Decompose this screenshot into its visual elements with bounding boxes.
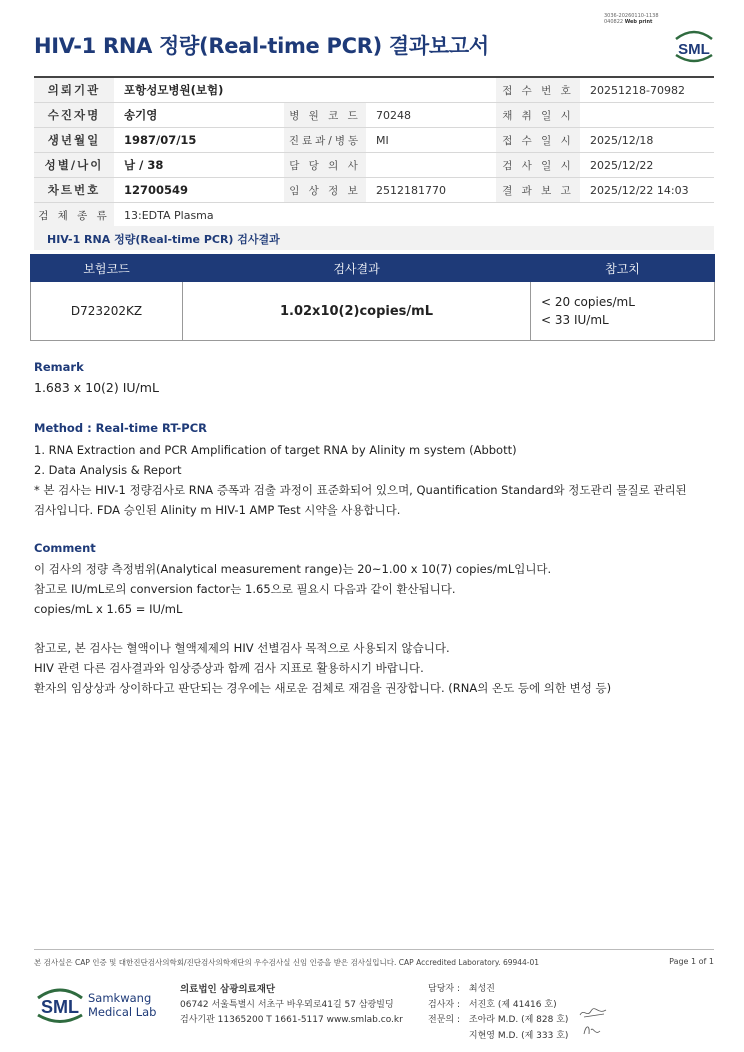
insurance-code: D723202KZ	[31, 282, 183, 341]
staff-list	[428, 982, 568, 1044]
staff-role: 전문의 :	[428, 1015, 460, 1025]
info-label: 채 취 일 시	[496, 103, 580, 128]
staff-row	[428, 982, 568, 998]
document-code-line2: 040822	[604, 19, 624, 25]
comment-line: copies/mL x 1.65 = IU/mL	[34, 602, 183, 616]
info-value: 2025/12/22 14:03	[580, 178, 714, 203]
comment-line: 참고로, 본 검사는 혈액이나 혈액제제의 HIV 선별검사 목적으로 사용되지 않습니다.	[34, 641, 450, 655]
info-value	[284, 77, 366, 103]
info-label: 의뢰기관	[34, 77, 114, 103]
result-section-title: HIV-1 RNA 정량(Real-time PCR) 검사결과	[47, 233, 280, 246]
document-code-line1: 3036-20260110-1138	[604, 13, 659, 19]
staff-row	[428, 998, 568, 1014]
info-row	[34, 103, 714, 128]
comment-title: Comment	[34, 541, 96, 555]
info-label: 결 과 보 고	[496, 178, 580, 203]
signature-1	[578, 1006, 608, 1020]
comment-line: 환자의 임상상과 상이하다고 판단되는 경우에는 새로운 검체로 재검을 권장합니다. (RNA의 온도 등에 의한 변성 등)	[34, 681, 612, 695]
result-header-row	[31, 255, 715, 282]
info-label: 병 원 코 드	[284, 103, 366, 128]
info-label: 성별/나이	[34, 153, 114, 178]
organization-info	[180, 982, 403, 1028]
info-label: 담 당 의 사	[284, 153, 366, 178]
organization-name: 의료법인 삼광의료재단	[180, 984, 276, 995]
footer-divider	[34, 949, 714, 950]
comment-line: 이 검사의 정량 측정범위(Analytical measurement range)는 20~1.00 x 10(7) copies/mL입니다.	[34, 562, 552, 576]
info-label: 차트번호	[34, 178, 114, 203]
info-value: 2025/12/22	[580, 153, 714, 178]
method-line: 검사입니다. FDA 승인된 Alinity m HIV-1 AMP Test 시약을 사용합니다.	[34, 503, 401, 517]
staff-role: 검사자 :	[428, 999, 460, 1010]
samkwang-logo-mark: SML	[41, 997, 79, 1017]
staff-name: 최성진	[468, 984, 495, 994]
info-label: 접 수 일 시	[496, 128, 580, 153]
sml-logo	[672, 25, 716, 63]
reference-iu: < 33 IU/mL	[541, 313, 609, 327]
info-label: 임 상 정 보	[284, 178, 366, 203]
staff-name: 지현영 M.D. (제 333 호)	[468, 1030, 569, 1041]
page-number: Page 1 of 1	[669, 957, 714, 966]
signature-2	[581, 1022, 603, 1038]
result-table	[30, 254, 715, 341]
info-label: 진료과/병동	[284, 128, 366, 153]
remark-text: 1.683 x 10(2) IU/mL	[34, 380, 159, 395]
column-header-reference: 참고치	[531, 255, 715, 282]
method-body	[34, 440, 687, 520]
table-row	[31, 282, 715, 341]
info-row-specimen	[34, 203, 714, 228]
info-label: 접 수 번 호	[496, 77, 580, 103]
info-label: 생년월일	[34, 128, 114, 153]
column-header-result: 검사결과	[183, 255, 531, 282]
sml-logo-text: SML	[678, 41, 710, 58]
method-line: 2. Data Analysis & Report	[34, 463, 182, 477]
info-value: 12700549	[114, 178, 284, 203]
info-value	[580, 103, 714, 128]
info-value: MI	[366, 128, 496, 153]
info-value: 20251218-70982	[580, 77, 714, 103]
column-header-code: 보험코드	[31, 255, 183, 282]
samkwang-name-line2: Medical Lab	[88, 1005, 157, 1019]
method-line: * 본 검사는 HIV-1 정량검사로 RNA 증폭과 검출 과정이 표준화되어 있으며, Quantification Standard와 정도관리 물질로 관리된	[34, 483, 687, 497]
organization-address: 06742 서울특별시 서초구 바우뫼로41길 57 삼광빌딩	[180, 1000, 394, 1010]
info-value: 2512181770	[366, 178, 496, 203]
info-value: 70248	[366, 103, 496, 128]
info-label: 수진자명	[34, 103, 114, 128]
result-value: 1.02x10(2)copies/mL	[183, 282, 531, 341]
info-label: 검 사 일 시	[496, 153, 580, 178]
comment-line: HIV 관련 다른 검사결과와 임상증상과 함께 검사 지표로 활용하시기 바랍니다.	[34, 661, 424, 675]
document-code	[604, 13, 659, 25]
staff-name: 조아라 M.D. (제 828 호)	[468, 1015, 569, 1025]
info-value	[366, 77, 496, 103]
specimen-label: 검 체 종 류	[34, 203, 114, 228]
info-row	[34, 128, 714, 153]
method-title: Method : Real-time RT-PCR	[34, 421, 208, 435]
method-line: 1. RNA Extraction and PCR Amplification of target RNA by Alinity m system (Abbott)	[34, 443, 517, 457]
info-value	[366, 153, 496, 178]
accreditation-note: 본 검사실은 CAP 인증 및 대한진단검사의학회/진단검사의학재단의 우수검사실 신임 인증을 받은 검사실입니다. CAP Accredited Laboratory. 69944-01	[34, 958, 540, 967]
info-row	[34, 77, 714, 103]
staff-row	[428, 1013, 568, 1029]
reference-copies: < 20 copies/mL	[541, 295, 635, 309]
info-value: 1987/07/15	[114, 128, 284, 153]
specimen-value: 13:EDTA Plasma	[114, 203, 714, 228]
remark-title: Remark	[34, 360, 84, 374]
patient-info-table	[34, 76, 714, 228]
web-print-label: Web print	[624, 19, 653, 25]
samkwang-logo	[34, 982, 164, 1026]
comment-body	[34, 559, 611, 698]
info-value: 2025/12/18	[580, 128, 714, 153]
info-value: 송기영	[114, 103, 284, 128]
info-value: 포항성모병원(보험)	[114, 77, 284, 103]
samkwang-name-line1: Samkwang	[88, 991, 152, 1005]
comment-line: 참고로 IU/mL로의 conversion factor는 1.65으로 필요시 다음과 같이 환산됩니다.	[34, 582, 456, 596]
staff-role: 담당자 :	[428, 984, 460, 994]
info-row	[34, 178, 714, 203]
organization-contact: 검사기관 11365200 T 1661-5117 www.smlab.co.kr	[180, 1015, 403, 1025]
reference-range	[531, 282, 715, 341]
staff-name: 서진호 (제 41416 호)	[468, 999, 557, 1010]
result-section-header	[34, 226, 714, 250]
info-value: 남 / 38	[114, 153, 284, 178]
page-title: HIV-1 RNA 정량(Real-time PCR) 결과보고서	[34, 34, 489, 58]
info-row	[34, 153, 714, 178]
staff-row	[428, 1029, 568, 1045]
